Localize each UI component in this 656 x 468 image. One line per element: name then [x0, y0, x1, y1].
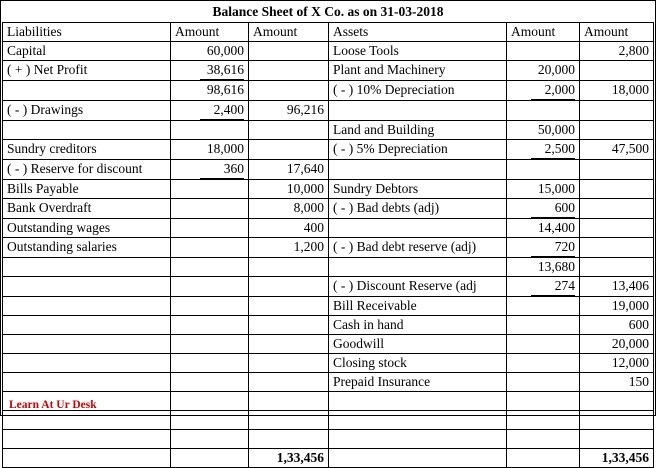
asset-amount-2: 13,406	[580, 277, 654, 297]
liability-amount-1: 38,616	[171, 61, 249, 81]
liability-amount-2	[249, 354, 329, 373]
liability-label: Bills Payable	[3, 180, 171, 199]
asset-amount-1: 2,500	[507, 140, 580, 160]
table-row	[3, 277, 654, 297]
liability-amount-1: 2,400	[171, 101, 249, 121]
liability-label	[3, 297, 171, 316]
liability-label: ( + ) Net Profit	[3, 61, 171, 81]
liability-label	[3, 354, 171, 373]
table-row	[3, 160, 654, 180]
table-row	[3, 140, 654, 160]
liability-label: ( - ) Drawings	[3, 101, 171, 121]
liability-amount-1	[171, 316, 249, 335]
liability-amount-1	[171, 180, 249, 199]
liability-amount-1	[171, 354, 249, 373]
column-header-assets: Assets	[329, 23, 507, 42]
asset-label: Closing stock	[329, 354, 507, 373]
asset-label	[329, 411, 507, 430]
asset-amount-1: 274	[507, 277, 580, 297]
table-row	[3, 316, 654, 335]
table-row	[3, 258, 654, 277]
table-footer	[3, 449, 654, 468]
asset-label	[329, 392, 507, 411]
asset-amount-2	[580, 199, 654, 219]
liability-amount-2: 10,000	[249, 180, 329, 199]
asset-amount-2: 600	[580, 316, 654, 335]
asset-amount-2: 18,000	[580, 81, 654, 101]
table-row	[3, 238, 654, 258]
table-row	[3, 101, 654, 121]
liability-label	[3, 258, 171, 277]
asset-label: Prepaid Insurance	[329, 373, 507, 392]
liability-amount-2	[249, 258, 329, 277]
asset-amount-2	[580, 430, 654, 449]
liability-label: Capital	[3, 42, 171, 61]
table-row	[3, 180, 654, 199]
totals-row	[3, 449, 654, 468]
asset-amount-1: 2,000	[507, 81, 580, 101]
liability-amount-2	[249, 335, 329, 354]
asset-amount-1	[507, 160, 580, 180]
asset-amount-2: 19,000	[580, 297, 654, 316]
asset-label: Goodwill	[329, 335, 507, 354]
liabilities-total: 1,33,456	[249, 449, 329, 468]
asset-label: ( - ) Bad debts (adj)	[329, 199, 507, 219]
asset-amount-2: 150	[580, 373, 654, 392]
liability-label	[3, 121, 171, 140]
liability-amount-1	[171, 392, 249, 411]
asset-amount-1	[507, 354, 580, 373]
asset-amount-2: 47,500	[580, 140, 654, 160]
column-header-amount-4: Amount	[580, 23, 654, 42]
page-title: Balance Sheet of X Co. as on 31-03-2018	[212, 4, 444, 19]
liability-amount-1	[171, 219, 249, 238]
liability-label	[3, 316, 171, 335]
asset-amount-1	[507, 411, 580, 430]
liability-amount-1	[171, 258, 249, 277]
asset-amount-2	[580, 180, 654, 199]
liability-amount-2: 17,640	[249, 160, 329, 180]
liability-amount-1	[171, 373, 249, 392]
liability-amount-2	[249, 316, 329, 335]
asset-amount-1	[507, 335, 580, 354]
liability-amount-2	[249, 42, 329, 61]
liability-amount-1	[171, 121, 249, 140]
watermark-credit: Learn At Ur Desk	[9, 399, 97, 411]
asset-label	[329, 219, 507, 238]
liability-amount-1	[171, 199, 249, 219]
liability-amount-2: 8,000	[249, 199, 329, 219]
table-row	[3, 373, 654, 392]
asset-label: ( - ) 5% Depreciation	[329, 140, 507, 160]
liability-label	[3, 373, 171, 392]
asset-label: ( - ) Discount Reserve (adj	[329, 277, 507, 297]
liability-label: Outstanding salaries	[3, 238, 171, 258]
asset-label: Loose Tools	[329, 42, 507, 61]
liability-amount-1	[171, 238, 249, 258]
liability-amount-1: 98,616	[171, 81, 249, 101]
assets-total: 1,33,456	[580, 449, 654, 468]
liability-amount-2	[249, 61, 329, 81]
asset-amount-1: 600	[507, 199, 580, 219]
table-row	[3, 354, 654, 373]
table-row	[3, 42, 654, 61]
asset-label	[329, 160, 507, 180]
liability-label: ( - ) Reserve for discount	[3, 160, 171, 180]
liability-amount-1	[171, 277, 249, 297]
liability-amount-1	[171, 297, 249, 316]
liability-label	[3, 81, 171, 101]
liability-amount-1: 18,000	[171, 140, 249, 160]
liability-label: Bank Overdraft	[3, 199, 171, 219]
totals-assets-blank	[329, 449, 507, 468]
asset-label: Plant and Machinery	[329, 61, 507, 81]
asset-amount-1: 13,680	[507, 258, 580, 277]
liability-amount-2: 400	[249, 219, 329, 238]
liability-amount-2	[249, 373, 329, 392]
asset-amount-1: 20,000	[507, 61, 580, 81]
totals-amount-1-blank	[171, 449, 249, 468]
table-row	[3, 61, 654, 81]
liability-amount-2	[249, 121, 329, 140]
table-row	[3, 297, 654, 316]
asset-amount-1: 720	[507, 238, 580, 258]
liability-amount-2	[249, 277, 329, 297]
table-row	[3, 81, 654, 101]
asset-amount-2: 20,000	[580, 335, 654, 354]
asset-amount-2	[580, 238, 654, 258]
asset-amount-2	[580, 411, 654, 430]
table-row	[3, 430, 654, 449]
totals-amount-3-blank	[507, 449, 580, 468]
asset-label: ( - ) 10% Depreciation	[329, 81, 507, 101]
liability-amount-1	[171, 411, 249, 430]
asset-amount-2	[580, 121, 654, 140]
asset-amount-2	[580, 258, 654, 277]
liability-amount-1: 60,000	[171, 42, 249, 61]
liability-label: Sundry creditors	[3, 140, 171, 160]
asset-amount-1	[507, 297, 580, 316]
liability-label	[3, 411, 171, 430]
table-row	[3, 121, 654, 140]
column-header-amount-3: Amount	[507, 23, 580, 42]
asset-label: ( - ) Bad debt reserve (adj)	[329, 238, 507, 258]
liability-amount-2	[249, 392, 329, 411]
liability-label	[3, 430, 171, 449]
liability-amount-2	[249, 430, 329, 449]
column-header-amount-2: Amount	[249, 23, 329, 42]
liability-label: Outstanding wages	[3, 219, 171, 238]
liability-amount-2	[249, 297, 329, 316]
table-row	[3, 199, 654, 219]
asset-amount-1: 14,400	[507, 219, 580, 238]
asset-label: Cash in hand	[329, 316, 507, 335]
liability-amount-1: 360	[171, 160, 249, 180]
asset-amount-1	[507, 42, 580, 61]
asset-amount-2	[580, 101, 654, 121]
asset-amount-1	[507, 101, 580, 121]
asset-amount-1: 15,000	[507, 180, 580, 199]
asset-label: Land and Building	[329, 121, 507, 140]
liability-amount-2	[249, 140, 329, 160]
liability-amount-2: 1,200	[249, 238, 329, 258]
liability-label	[3, 335, 171, 354]
asset-amount-2	[580, 160, 654, 180]
table-header	[3, 23, 654, 42]
liability-label	[3, 277, 171, 297]
asset-amount-1	[507, 316, 580, 335]
asset-amount-2	[580, 392, 654, 411]
table-body	[3, 42, 654, 449]
liability-amount-2: 96,216	[249, 101, 329, 121]
asset-amount-2: 12,000	[580, 354, 654, 373]
table-row	[3, 392, 654, 411]
asset-amount-2	[580, 219, 654, 238]
column-header-amount-1: Amount	[171, 23, 249, 42]
asset-amount-1	[507, 430, 580, 449]
totals-label-blank	[3, 449, 171, 468]
liability-amount-1	[171, 430, 249, 449]
table-row	[3, 411, 654, 430]
liability-amount-1	[171, 335, 249, 354]
asset-label	[329, 101, 507, 121]
asset-amount-1	[507, 392, 580, 411]
asset-label: Bill Receivable	[329, 297, 507, 316]
asset-label	[329, 430, 507, 449]
header-row	[3, 23, 654, 42]
asset-amount-2: 2,800	[580, 42, 654, 61]
asset-amount-2	[580, 61, 654, 81]
liability-amount-2	[249, 81, 329, 101]
asset-label	[329, 258, 507, 277]
table-row	[3, 335, 654, 354]
asset-label: Sundry Debtors	[329, 180, 507, 199]
asset-amount-1: 50,000	[507, 121, 580, 140]
asset-amount-1	[507, 373, 580, 392]
liability-amount-2	[249, 411, 329, 430]
balance-sheet-table	[2, 22, 654, 468]
column-header-liabilities: Liabilities	[3, 23, 171, 42]
table-row	[3, 219, 654, 238]
